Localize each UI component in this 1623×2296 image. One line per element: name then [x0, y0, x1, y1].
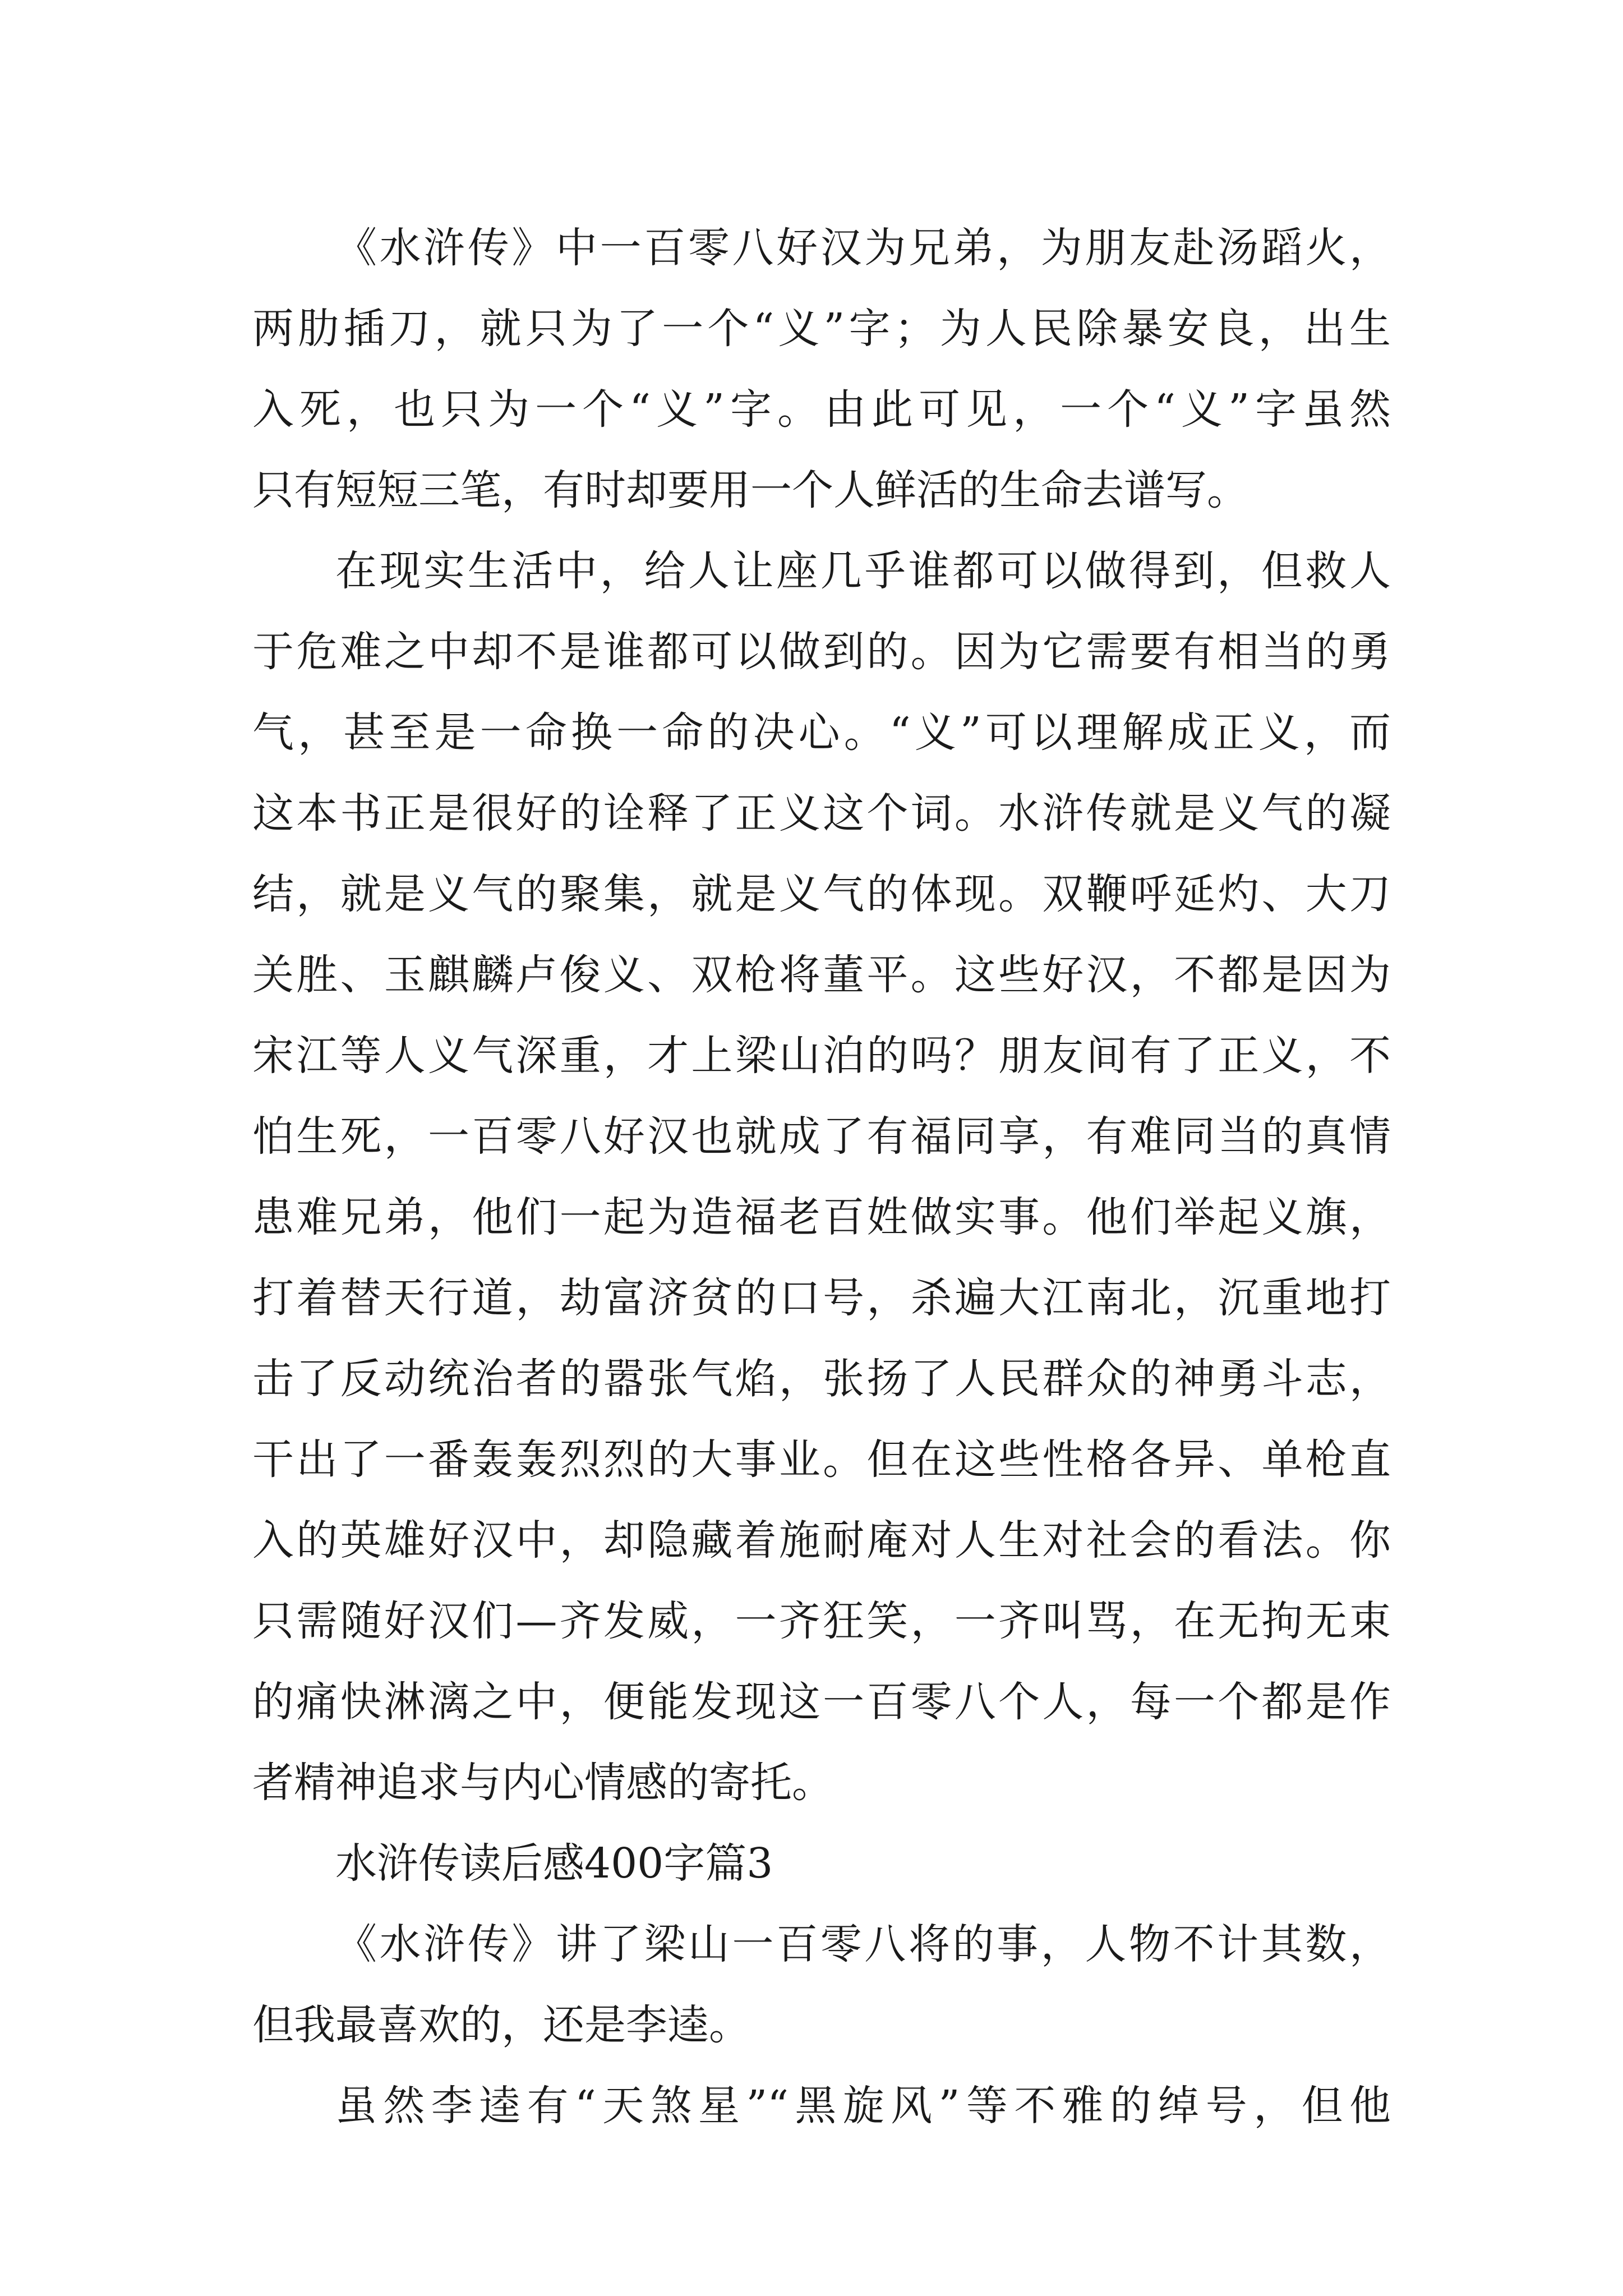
paragraph-line: 关胜、玉麒麟卢俊义、双枪将董平。这些好汉，不都是因为 [252, 951, 1391, 999]
paragraph-line: 《水浒传》讲了梁山一百零八将的事，人物不计其数， [335, 1920, 1391, 1968]
paragraph-line: 结，就是义气的聚集，就是义气的体现。双鞭呼延灼、大刀 [252, 870, 1391, 918]
paragraph-line: 在现实生活中，给人让座几乎谁都可以做得到，但救人 [335, 547, 1391, 595]
paragraph-line: 气，甚至是一命换一命的决心。“义”可以理解成正义，而 [252, 708, 1391, 757]
paragraph-line: 但我最喜欢的，还是李逵。 [252, 2001, 750, 2049]
paragraph-line: 两肋插刀，就只为了一个“义”字；为人民除暴安良，出生 [252, 305, 1391, 353]
paragraph-line: 宋江等人义气深重，才上梁山泊的吗？朋友间有了正义，不 [252, 1032, 1391, 1080]
paragraph-line: 击了反动统治者的嚣张气焰，张扬了人民群众的神勇斗志， [252, 1355, 1391, 1403]
paragraph-line: 《水浒传》中一百零八好汉为兄弟，为朋友赴汤蹈火， [335, 224, 1391, 272]
paragraph-line: 于危难之中却不是谁都可以做到的。因为它需要有相当的勇 [252, 628, 1391, 676]
paragraph-line: 虽然李逵有“天煞星”“黑旋风”等不雅的绰号，但他 [335, 2082, 1391, 2130]
paragraph-line: 只需随好汉们—齐发威，一齐狂笑，一齐叫骂，在无拘无束 [252, 1597, 1391, 1645]
paragraph-line: 只有短短三笔，有时却要用一个人鲜活的生命去谱写。 [252, 466, 1248, 514]
paragraph-line: 患难兄弟，他们一起为造福老百姓做实事。他们举起义旗， [252, 1193, 1391, 1241]
section-heading: 水浒传读后感400字篇3 [335, 1839, 773, 1888]
paragraph-line: 入死，也只为一个“义”字。由此可见，一个“义”字虽然 [252, 385, 1391, 434]
paragraph-line: 干出了一番轰轰烈烈的大事业。但在这些性格各异、单枪直 [252, 1435, 1391, 1484]
paragraph-line: 入的英雄好汉中，却隐藏着施耐庵对人生对社会的看法。你 [252, 1516, 1391, 1565]
document-body [252, 208, 1391, 2146]
paragraph-line: 者精神追求与内心情感的寄托。 [252, 1759, 833, 1807]
paragraph-line: 这本书正是很好的诠释了正义这个词。水浒传就是义气的凝 [252, 789, 1391, 838]
paragraph-line: 打着替天行道，劫富济贫的口号，杀遍大江南北，沉重地打 [252, 1274, 1391, 1322]
paragraph-line: 的痛快淋漓之中，便能发现这一百零八个人，每一个都是作 [252, 1678, 1391, 1726]
paragraph-line: 怕生死，一百零八好汉也就成了有福同享，有难同当的真情 [252, 1112, 1391, 1161]
